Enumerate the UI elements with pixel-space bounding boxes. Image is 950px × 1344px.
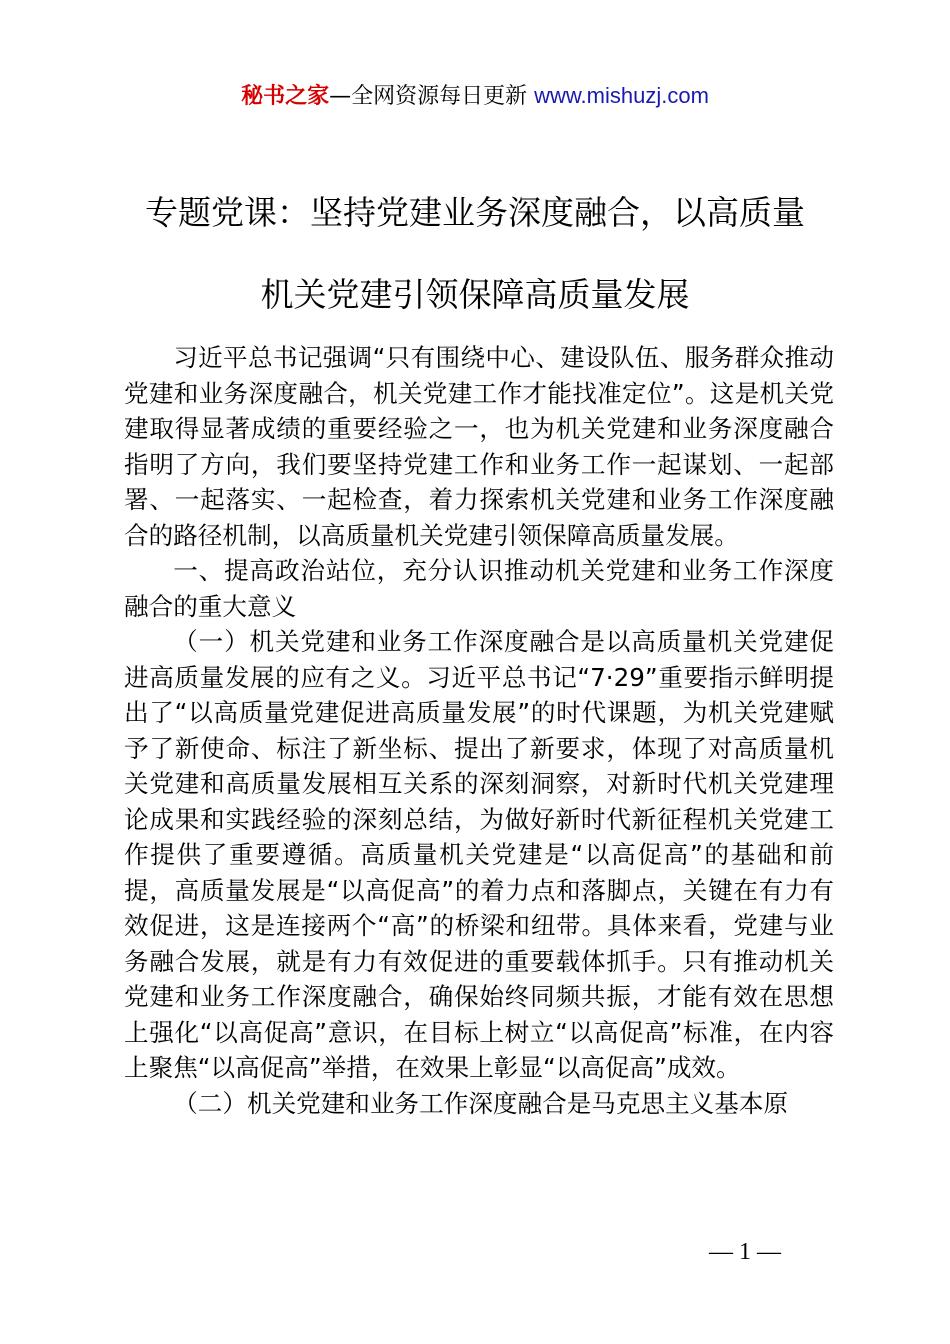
subsection-paragraph-1: （一）机关党建和业务工作深度融合是以高质量机关党建促进高质量发展的应有之义。习近平总书记“7·29”重要指示鲜明提出了“以高质量党建促进高质量发展”的时代课题，为机关党建赋予了新使命、标注了新坐标、提出了新要求，体现了对高质量机关党建和高质量发展相互关系的深刻洞察，对新时代机关党建理论成果和实践经验的深刻总结，为做好新时代新征程机关党建工作提供了重要遵循。高质量机关党建是“以高促高”的基础和前提，高质量发展是“以高促高”的着力点和落脚点，关键在有力有效促进，这是连接两个“高”的桥梁和纽带。具体来看，党建与业务融合发展，就是有力有效促进的重要载体抓手。只有推动机关党建和业务工作深度融合，确保始终同频共振，才能有效在思想上强化“以高促高”意识，在目标上树立“以高促高”标准，在内容上聚焦“以高促高”举措，在效果上彰显“以高促高”成效。 xyxy=(124,627,834,1082)
subsection-paragraph-2: （二）机关党建和业务工作深度融合是马克思主义基本原 xyxy=(173,1088,789,1118)
title-line-2: 机关党建引领保障高质量发展 xyxy=(260,275,690,314)
document-body xyxy=(124,340,834,1121)
site-header xyxy=(0,80,950,113)
brand-name: 秘书之家 xyxy=(241,84,330,109)
intro-paragraph: 习近平总书记强调“只有围绕中心、建设队伍、服务群众推动党建和业务深度融合，机关党建工作才能找准定位”。这是机关党建取得显著成绩的重要经验之一，也为机关党建和业务深度融合指明了方向，我们要坚持党建工作和业务工作一起谋划、一起部署、一起落实、一起检查，着力探索机关党建和业务工作深度融合的路径机制，以高质量机关党建引领保障高质量发展。 xyxy=(124,343,834,550)
website-url: www.mishuzj.com xyxy=(534,83,709,108)
page-number: — 1 — xyxy=(709,1239,781,1265)
title-line-1: 专题党课：坚持党建业务深度融合，以高质量 xyxy=(145,193,805,232)
section-heading: 一、提高政治站位，充分认识推动机关党建和业务工作深度融合的重大意义 xyxy=(124,556,834,621)
document-title xyxy=(110,188,840,320)
header-slogan: —全网资源每日更新 xyxy=(329,84,535,109)
